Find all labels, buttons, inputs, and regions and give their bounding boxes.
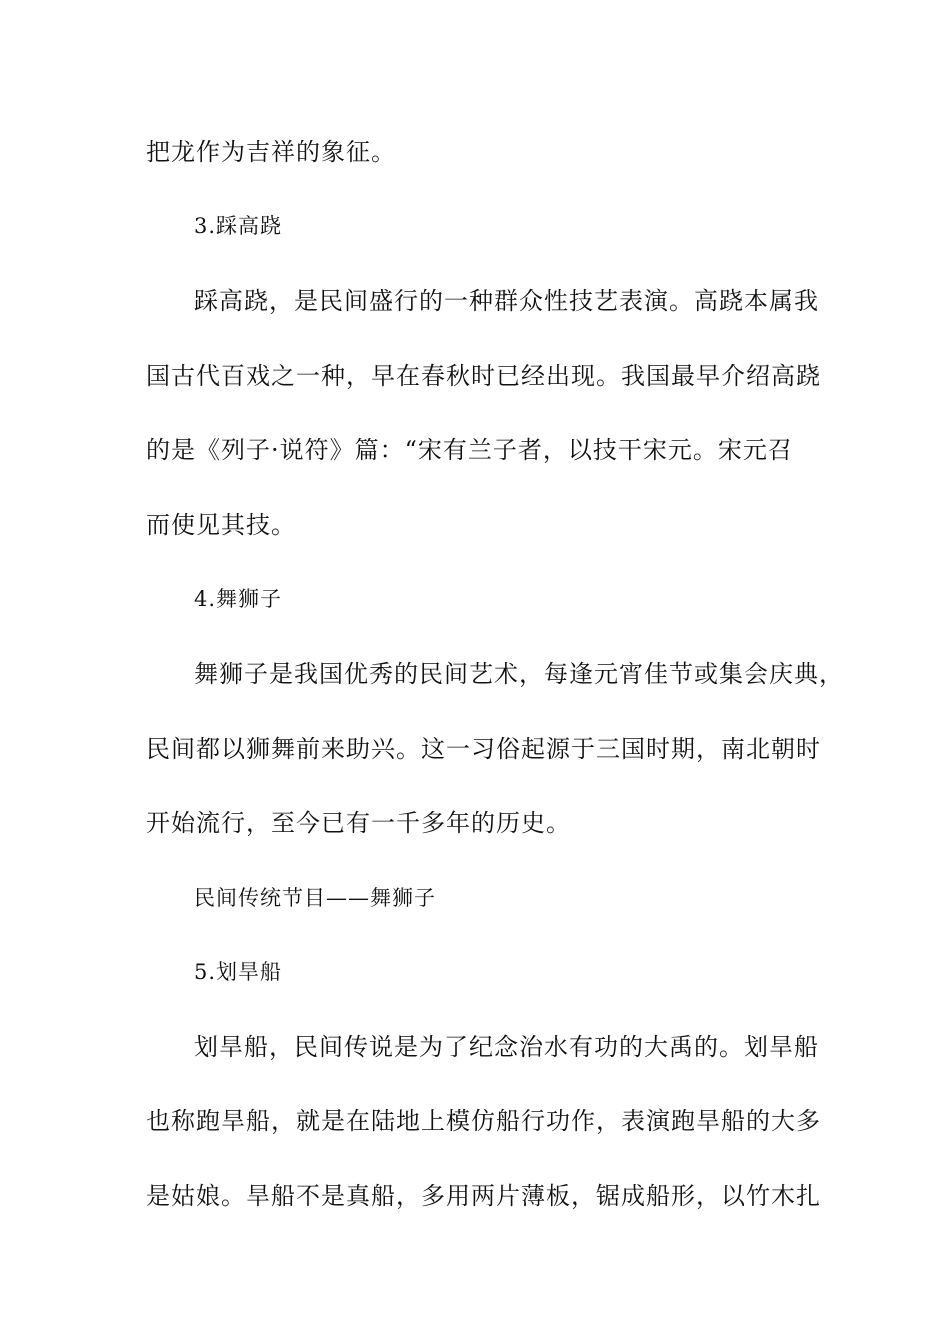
paragraph-line: 把龙作为吉祥的象征。 bbox=[146, 138, 396, 166]
paragraph-line: 的是《列子·说符》篇：“宋有兰子者，以技干宋元。宋元召 bbox=[146, 436, 793, 464]
paragraph-line: 而使见其技。 bbox=[146, 511, 296, 539]
paragraph-line: 划旱船，民间传说是为了纪念治水有功的大禹的。划旱船 bbox=[194, 1033, 819, 1061]
paragraph-line: 开始流行，至今已有一千多年的历史。 bbox=[146, 809, 571, 837]
paragraph-line: 舞狮子是我国优秀的民间艺术，每逢元宵佳节或集会庆典， bbox=[194, 660, 844, 688]
paragraph-line: 国古代百戏之一种，早在春秋时已经出现。我国最早介绍高跷 bbox=[146, 362, 821, 390]
caption-line: 民间传统节目——舞狮子 bbox=[194, 886, 436, 910]
paragraph-line: 也称跑旱船，就是在陆地上模仿船行功作，表演跑旱船的大多 bbox=[146, 1107, 821, 1135]
section-heading: 3.踩高跷 bbox=[194, 214, 283, 238]
section-heading: 5.划旱船 bbox=[194, 960, 283, 984]
paragraph-line: 民间都以狮舞前来助兴。这一习俗起源于三国时期，南北朝时 bbox=[146, 735, 821, 763]
paragraph-line: 踩高跷，是民间盛行的一种群众性技艺表演。高跷本属我 bbox=[194, 287, 819, 315]
section-heading: 4.舞狮子 bbox=[194, 587, 283, 611]
paragraph-line: 是姑娘。旱船不是真船，多用两片薄板，锯成船形，以竹木扎 bbox=[146, 1182, 821, 1210]
